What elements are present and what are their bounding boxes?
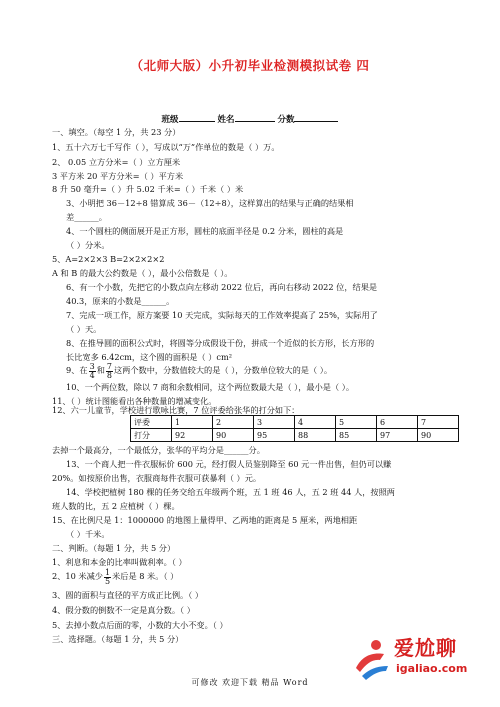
- class-label: 班级: [161, 115, 179, 125]
- q10-line: 10、一个两位数，除以 7 商和余数相同，这个两位数最大是（ ），最小是（ ）。: [66, 382, 355, 392]
- table-cell: 95: [254, 429, 295, 442]
- table-cell: 88: [295, 429, 336, 442]
- table-cell: 92: [172, 429, 213, 442]
- q4-line: 4、一个圆柱的侧面展开是正方形，圆柱的底面半径是 0.2 分米，圆柱的高是: [66, 226, 344, 236]
- tf4-line: 4、假分数的倒数不一定是真分数。（ ）: [52, 605, 195, 615]
- q3-line: 3、小明把 36－12÷8 错算成 36－（12÷8），这样算出的结果与正确的结果相: [66, 198, 354, 208]
- tf1-line: 1、利息和本金的比率叫做利率。（ ）: [52, 557, 187, 567]
- judge-score-table: [130, 415, 459, 442]
- fraction-1-5: $\frac{1}{5}$: [104, 567, 111, 586]
- table-cell: 1: [172, 416, 213, 429]
- tf3-line: 3、圆的面积与直径的平方成正比例。（ ）: [52, 590, 204, 600]
- table-cell: 85: [336, 429, 377, 442]
- runner-logo-icon: [350, 638, 394, 682]
- watermark-url: igaliao.com: [396, 662, 468, 675]
- table-row-judges: [131, 416, 459, 429]
- q7-line: 7、完成一项工作，原方案要 10 天完成，实际每天的工作效率提高了 25%，实际用了: [66, 310, 378, 320]
- table-cell: 7: [418, 416, 459, 429]
- class-blank: [179, 112, 215, 122]
- fraction-3-4: $\frac{3}{4}$: [89, 361, 95, 380]
- q9-line: 9、在 $\frac{3}{4}$ 和 $\frac{7}{8}$ 这两个数中，分数值较大的是（ ），分数单位较大的是（ ）。: [66, 361, 333, 380]
- q1-line: 1、五十六万七千写作（ ），写成以“万”作单位的数是（ ）万。: [52, 142, 280, 152]
- q15-line: 15、在比例尺是 1：1000000 的地图上量得甲、乙两地的距离是 5 厘米，两地相距: [52, 515, 358, 525]
- q14-line-b: 班人数的比，五 2 应植树（ ）棵。: [52, 501, 180, 511]
- q15-line-b: （ ）千米。: [66, 529, 110, 539]
- q13-line-b: 20%。如按原价出售，衣服商每件衣服可获暴利（ ）元。: [52, 473, 262, 483]
- watermark: [350, 634, 498, 688]
- table-cell: 5: [336, 416, 377, 429]
- tf2-line: 2、10 米减少 $\frac{1}{5}$ 米后是 8 米。（ ）: [52, 567, 179, 586]
- fraction-7-8: $\frac{7}{8}$: [106, 361, 112, 380]
- table-header-cell: 评委: [131, 416, 172, 429]
- footer-note: 可修改 欢迎下载 精品 Word: [191, 678, 309, 687]
- table-cell: 90: [418, 429, 459, 442]
- score-label: 分数: [277, 115, 295, 125]
- q3-line-b: 差______。: [66, 212, 107, 222]
- section-choice-heading: 三、选择题。（每题 1 分，共 5 分）: [52, 634, 184, 644]
- q12-line-b: 去掉一个最高分，一个最低分，张华的平均分是______分。: [52, 445, 265, 455]
- q14-line: 14、学校把植树 180 棵的任务交给五年级两个班，五 1 班 46 人，五 2 班 44 人，按照两: [66, 487, 395, 497]
- q8-line: 8、在推导圆的面积公式时，将圆等分成假设干份，拼成一个近似的长方形，长方形的: [66, 338, 375, 348]
- q6-line-b: 40.3，原来的小数是______。: [66, 296, 175, 306]
- q8-line-b: 长比宽多 6.42cm，这个圆的面积是（ ）cm²: [66, 352, 233, 362]
- q2-line-c: 8 升 50 毫升=（ ）升 5.02 千米=（ ）千米（ ）米: [52, 184, 244, 194]
- q5-line: 5、A=2×2×3 B=2×2×2×2: [52, 254, 165, 264]
- q2-line-b: 3 平方米 20 平方分米=（ ）平方米: [52, 171, 184, 181]
- q6-line: 6、有一个小数，先把它的小数点向左移动 2022 位后，再向右移动 2022 位，结果是: [66, 282, 378, 292]
- q11-line: 11、（ ）统计图能看出各种数量的增减变化。: [52, 396, 217, 406]
- document-title: （北师大版）小升初毕业检测模拟试卷 四: [130, 58, 370, 73]
- table-cell: 3: [254, 416, 295, 429]
- table-row-scores: [131, 429, 459, 442]
- q12-line: 12、六一儿童节，学校进行歌咏比赛，7 位评委给张华的打分如下：: [52, 405, 300, 415]
- student-info-line: [0, 112, 500, 125]
- tf5-line: 5、去掉小数点后面的零，小数的大小不变。（ ）: [52, 620, 228, 630]
- q2-line: 2、 0.05 立方分米=（ ）立方厘米: [52, 157, 181, 167]
- table-cell: 2: [213, 416, 254, 429]
- watermark-brand: 爱尬聊: [394, 636, 457, 660]
- score-blank: [294, 112, 338, 122]
- name-label: 姓名: [217, 115, 235, 125]
- q7-line-b: （ ）天。: [66, 324, 102, 334]
- table-cell: 6: [377, 416, 418, 429]
- table-cell: 97: [377, 429, 418, 442]
- section-true-false-heading: 二、判断。（每题 1 分，共 5 分）: [52, 543, 176, 553]
- q13-line: 13、一个商人把一件衣服标价 600 元，经打假人员鉴别降至 60 元一件出售，但仍可以赚: [66, 459, 392, 469]
- table-cell: 90: [213, 429, 254, 442]
- name-blank: [235, 112, 275, 122]
- table-header-cell: 打分: [131, 429, 172, 442]
- section-fill-in-heading: 一、填空。（每空 1 分，共 23 分）: [52, 127, 181, 137]
- q4-line-b: （ ）分米。: [66, 240, 110, 250]
- q5-line-b: A 和 B 的最大公约数是（ ），最小公倍数是（ ）。: [52, 268, 233, 278]
- table-cell: 4: [295, 416, 336, 429]
